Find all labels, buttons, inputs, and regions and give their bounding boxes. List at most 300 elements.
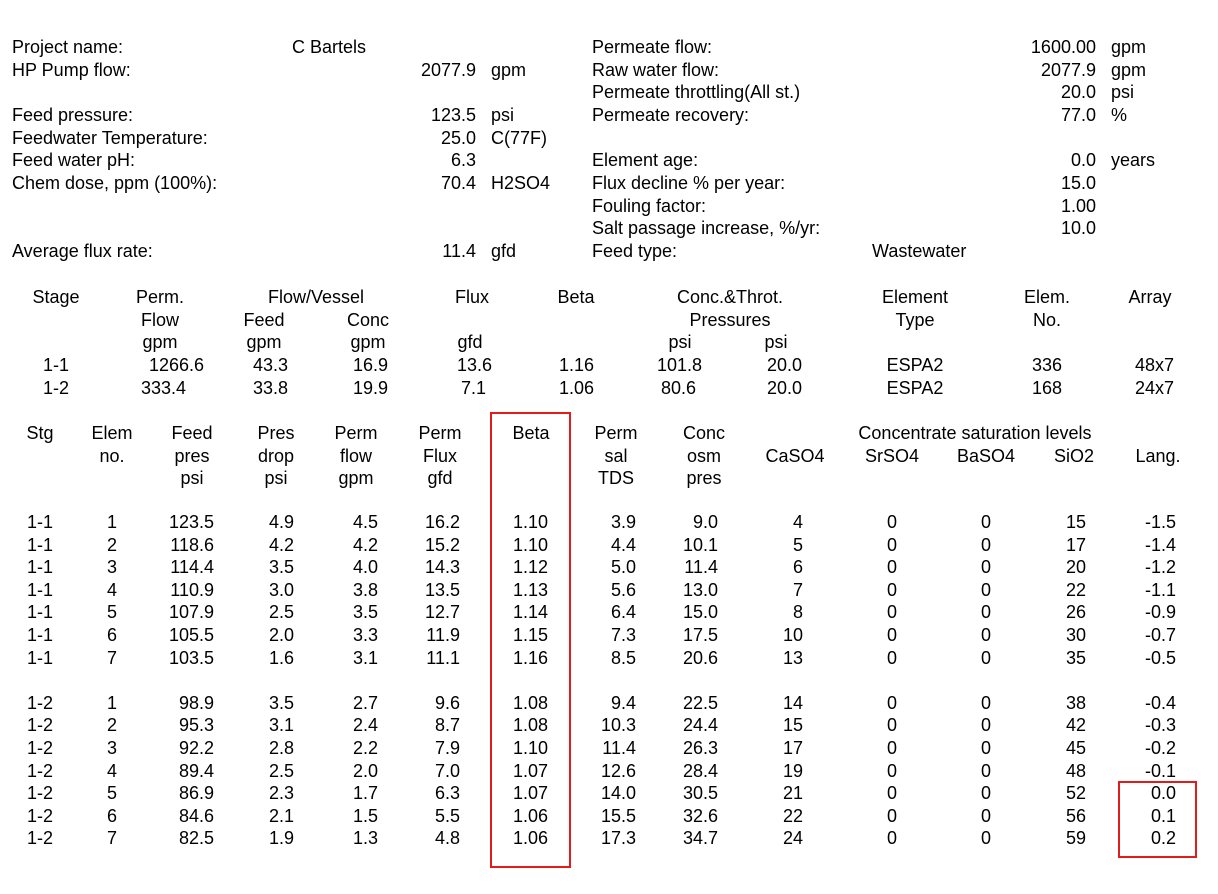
pres-drop-cell: 2.5 — [268, 760, 294, 781]
feed-col-header-1: Feed — [171, 423, 213, 443]
beta-cell: 1.15 — [512, 625, 548, 645]
sio2-col-header: SiO2 — [1053, 446, 1095, 466]
perm-flow-cell: 1266.6 — [148, 355, 204, 375]
feed-pres-cell: 89.4 — [178, 760, 214, 781]
perm-flux-cell: 6.3 — [434, 783, 460, 804]
feed-pres-cell: 98.9 — [178, 692, 214, 713]
feed-cell: 33.8 — [252, 378, 288, 398]
feed-pres-cell: 123.5 — [168, 512, 214, 532]
sio2-cell: 45 — [1065, 738, 1086, 758]
lang-col-header: Lang. — [1135, 446, 1181, 466]
stg-cell: 1-2 — [26, 692, 53, 713]
srso4-cell: 0 — [886, 534, 897, 555]
sio2-cell: 22 — [1065, 579, 1086, 600]
permeate-flow-unit: gpm — [1111, 37, 1147, 57]
perm-flux-cell: 11.1 — [426, 647, 460, 668]
sio2-cell: 56 — [1065, 805, 1086, 826]
pres-drop-cell: 4.2 — [268, 534, 294, 555]
salt-passage-value: 10.0 — [1060, 218, 1096, 238]
conc-osm-cell: 34.7 — [682, 828, 718, 849]
beta-col-header: Beta — [557, 287, 595, 307]
perm-sal-col-header-3: TDS — [598, 468, 634, 488]
conc-osm-col-header-2: osm — [686, 446, 721, 466]
baso4-cell: 0 — [980, 760, 991, 781]
srso4-cell: 0 — [886, 805, 897, 826]
sio2-cell: 20 — [1065, 557, 1086, 578]
conc-pressure-cell: 101.8 — [656, 355, 702, 375]
lang-cell: -0.9 — [1144, 602, 1176, 623]
stg-cell: 1-1 — [26, 625, 53, 645]
stg-cell: 1-1 — [26, 579, 53, 600]
permeate-recovery-value: 77.0 — [1060, 105, 1096, 125]
feed-pressure-label: Feed pressure: — [12, 105, 134, 125]
raw-water-flow-unit: gpm — [1111, 60, 1147, 80]
elem-no-cell: 7 — [106, 828, 117, 849]
pres-drop-cell: 3.5 — [268, 557, 294, 578]
pres-drop-col-header-3: psi — [264, 468, 288, 488]
avg-flux-unit: gfd — [491, 241, 517, 261]
sio2-cell: 15 — [1065, 512, 1086, 532]
perm-flow-cell: 4.0 — [352, 557, 378, 578]
srso4-cell: 0 — [886, 557, 897, 578]
lang-cell: 0.1 — [1150, 805, 1176, 826]
lang-positive-highlight — [1118, 781, 1197, 858]
perm-sal-cell: 5.0 — [610, 557, 636, 578]
perm-flux-col-header-3: gfd — [427, 468, 453, 488]
elem-no-cell: 4 — [106, 579, 117, 600]
lang-cell: 0.0 — [1150, 783, 1176, 804]
baso4-cell: 0 — [980, 692, 991, 713]
feed-pressure-unit: psi — [491, 105, 515, 125]
beta-cell: 1.06 — [512, 828, 548, 849]
perm-sal-cell: 5.6 — [610, 579, 636, 600]
pressures-col-header: Pressures — [689, 310, 771, 330]
elem-no-cell: 3 — [106, 557, 117, 578]
fouling-factor-value: 1.00 — [1060, 196, 1096, 216]
feedwater-temp-label: Feedwater Temperature: — [12, 128, 208, 148]
baso4-cell: 0 — [980, 625, 991, 645]
baso4-cell: 0 — [980, 557, 991, 578]
sio2-cell: 30 — [1065, 625, 1086, 645]
elem-col-header-2: no. — [99, 446, 125, 466]
baso4-cell: 0 — [980, 828, 991, 849]
hp-pump-flow-unit: gpm — [491, 60, 527, 80]
permeate-throttling-unit: psi — [1111, 82, 1135, 102]
element-age-label: Element age: — [592, 150, 699, 170]
perm-sal-col-header-2: sal — [604, 446, 628, 466]
feed-ph-value: 6.3 — [450, 150, 476, 170]
srso4-cell: 0 — [886, 579, 897, 600]
elem-no-cell: 4 — [106, 760, 117, 781]
caso4-cell: 10 — [782, 625, 803, 645]
srso4-cell: 0 — [886, 715, 897, 736]
array-col-header: Array — [1128, 287, 1172, 307]
perm-flux-col-header-2: Flux — [422, 446, 457, 466]
fouling-factor-label: Fouling factor: — [592, 196, 707, 216]
baso4-cell: 0 — [980, 512, 991, 532]
feed-col-header-3: psi — [180, 468, 204, 488]
pres-drop-cell: 2.1 — [268, 805, 294, 826]
elem-no-cell: 2 — [106, 715, 117, 736]
feed-type-value: Wastewater — [872, 241, 967, 261]
srso4-cell: 0 — [886, 692, 897, 713]
conc-osm-col-header-3: pres — [686, 468, 722, 488]
permeate-recovery-label: Permeate recovery: — [592, 105, 750, 125]
perm-sal-col-header-1: Perm — [594, 423, 638, 443]
perm-flux-cell: 7.0 — [434, 760, 460, 781]
conc-osm-cell: 11.4 — [684, 557, 718, 578]
lang-cell: -1.2 — [1144, 557, 1176, 578]
elem-col-header: Elem. — [1023, 287, 1070, 307]
pres-drop-cell: 3.0 — [268, 579, 294, 600]
conc-col-header: Conc — [346, 310, 390, 330]
baso4-cell: 0 — [980, 579, 991, 600]
perm-flow-cell: 2.2 — [352, 738, 378, 758]
caso4-cell: 14 — [782, 692, 803, 713]
perm-flux-cell: 4.8 — [434, 828, 460, 849]
baso4-cell: 0 — [980, 783, 991, 804]
caso4-cell: 4 — [792, 512, 803, 532]
perm-col-header: Perm. — [135, 287, 184, 307]
array-cell: 24x7 — [1134, 378, 1174, 398]
baso4-cell: 0 — [980, 715, 991, 736]
elem-no-cell: 2 — [106, 534, 117, 555]
pres-drop-cell: 4.9 — [268, 512, 294, 532]
perm-sal-cell: 12.6 — [600, 760, 636, 781]
caso4-cell: 17 — [782, 738, 803, 758]
srso4-cell: 0 — [886, 647, 897, 668]
perm-flux-cell: 16.2 — [424, 512, 460, 532]
flux-cell: 13.6 — [456, 355, 492, 375]
pres-drop-cell: 2.5 — [268, 602, 294, 623]
perm-flow-cell: 1.5 — [352, 805, 378, 826]
lang-cell: -1.4 — [1144, 534, 1176, 555]
srso4-cell: 0 — [886, 738, 897, 758]
elem-no-cell: 6 — [106, 625, 117, 645]
perm-flux-cell: 12.7 — [424, 602, 460, 623]
elem-col-header-1: Elem — [91, 423, 133, 443]
beta-cell: 1.13 — [512, 579, 548, 600]
conc-osm-col-header-1: Conc — [682, 423, 726, 443]
feed-ph-label: Feed water pH: — [12, 150, 136, 170]
conc-osm-cell: 28.4 — [682, 760, 718, 781]
pres-drop-col-header-1: Pres — [257, 423, 295, 443]
pres-drop-cell: 3.1 — [268, 715, 294, 736]
perm-flow-cell: 333.4 — [140, 378, 186, 398]
conc-osm-cell: 13.0 — [682, 579, 718, 600]
stg-cell: 1-2 — [26, 738, 53, 758]
perm-flow-cell: 3.5 — [352, 602, 378, 623]
caso4-cell: 19 — [782, 760, 803, 781]
elem-no-cell: 1 — [106, 692, 117, 713]
hp-pump-flow-label: HP Pump flow: — [12, 60, 131, 80]
elem-no-cell: 6 — [106, 805, 117, 826]
feed-pressure-value: 123.5 — [430, 105, 476, 125]
srso4-col-header: SrSO4 — [864, 446, 920, 466]
beta-cell: 1.08 — [512, 692, 548, 713]
pres-drop-cell: 1.6 — [268, 647, 294, 668]
conc-cell: 16.9 — [352, 355, 388, 375]
perm-sal-cell: 9.4 — [610, 692, 636, 713]
permeate-throttling-value: 20.0 — [1060, 82, 1096, 102]
pres-drop-cell: 2.0 — [268, 625, 294, 645]
beta-cell: 1.14 — [512, 602, 548, 623]
caso4-cell: 8 — [792, 602, 803, 623]
perm-flow-col-header-1: Perm — [334, 423, 378, 443]
flow-vessel-col-header: Flow/Vessel — [267, 287, 365, 307]
stg-cell: 1-1 — [26, 647, 53, 668]
elem-no-cell: 5 — [106, 783, 117, 804]
caso4-cell: 7 — [792, 579, 803, 600]
conc-osm-cell: 26.3 — [682, 738, 718, 758]
perm-sal-cell: 17.3 — [600, 828, 636, 849]
srso4-cell: 0 — [886, 602, 897, 623]
permeate-recovery-unit: % — [1111, 105, 1128, 125]
baso4-col-header: BaSO4 — [956, 446, 1016, 466]
permeate-throttling-label: Permeate throttling(All st.) — [592, 82, 801, 102]
conc-osm-cell: 32.6 — [682, 805, 718, 826]
perm-flux-cell: 9.6 — [434, 692, 460, 713]
perm-flux-cell: 15.2 — [424, 534, 460, 555]
stg-cell: 1-2 — [26, 715, 53, 736]
srso4-cell: 0 — [886, 760, 897, 781]
flux-decline-label: Flux decline % per year: — [592, 173, 786, 193]
lang-cell: -0.4 — [1144, 692, 1176, 713]
lang-cell: 0.2 — [1150, 828, 1176, 849]
beta-cell: 1.16 — [512, 647, 548, 668]
srso4-cell: 0 — [886, 625, 897, 645]
perm-flow-col-header-2: flow — [339, 446, 372, 466]
beta-cell: 1.10 — [512, 534, 548, 555]
perm-flow-cell: 2.4 — [352, 715, 378, 736]
chem-dose-label: Chem dose, ppm (100%): — [12, 173, 218, 193]
elem-no-cell: 168 — [1031, 378, 1063, 398]
beta-cell: 1.07 — [512, 783, 548, 804]
pres-drop-cell: 2.3 — [268, 783, 294, 804]
feedwater-temp-unit: C(77F) — [491, 128, 548, 148]
srso4-cell: 0 — [886, 828, 897, 849]
feed-pres-cell: 107.9 — [168, 602, 214, 623]
conc-osm-cell: 20.6 — [682, 647, 718, 668]
feed-pres-cell: 118.6 — [170, 534, 214, 555]
flux-unit: gfd — [457, 332, 483, 352]
element-age-unit: years — [1111, 150, 1156, 170]
baso4-cell: 0 — [980, 534, 991, 555]
perm-flux-col-header-1: Perm — [418, 423, 462, 443]
pres-drop-cell: 2.8 — [268, 738, 294, 758]
project-name-label: Project name: — [12, 37, 124, 57]
flux-col-header: Flux — [454, 287, 489, 307]
salt-passage-label: Salt passage increase, %/yr: — [592, 218, 821, 238]
perm-flow-cell: 2.7 — [352, 692, 378, 713]
feed-pres-cell: 84.6 — [178, 805, 214, 826]
feed-pres-cell: 105.5 — [168, 625, 214, 645]
perm-flux-cell: 8.7 — [434, 715, 460, 736]
lang-cell: -0.2 — [1144, 738, 1176, 758]
caso4-cell: 15 — [782, 715, 803, 736]
stg-cell: 1-1 — [26, 557, 53, 578]
feed-cell: 43.3 — [252, 355, 288, 375]
caso4-cell: 21 — [782, 783, 803, 804]
conc-pressure-cell: 80.6 — [660, 378, 696, 398]
conc-osm-cell: 15.0 — [682, 602, 718, 623]
beta-cell: 1.12 — [512, 557, 548, 578]
lang-cell: -0.5 — [1144, 647, 1176, 668]
feed-pres-cell: 82.5 — [178, 828, 214, 849]
perm-sal-cell: 3.9 — [610, 512, 636, 532]
sio2-cell: 38 — [1065, 692, 1086, 713]
feed-pres-cell: 114.4 — [170, 557, 214, 578]
perm-sal-cell: 10.3 — [600, 715, 636, 736]
feed-unit: gpm — [246, 332, 282, 352]
beta-cell: 1.06 — [558, 378, 594, 398]
beta-cell: 1.08 — [512, 715, 548, 736]
srso4-cell: 0 — [886, 512, 897, 532]
stage-cell: 1-1 — [42, 355, 69, 375]
lang-cell: -1.5 — [1144, 512, 1176, 532]
elem-no-cell: 336 — [1031, 355, 1063, 375]
beta-cell: 1.10 — [512, 738, 548, 758]
chem-dose-value: 70.4 — [440, 173, 476, 193]
lang-cell: -1.1 — [1144, 579, 1176, 600]
sio2-cell: 26 — [1065, 602, 1086, 623]
perm-flow-cell: 1.7 — [352, 783, 378, 804]
baso4-cell: 0 — [980, 602, 991, 623]
pres-drop-cell: 3.5 — [268, 692, 294, 713]
flow-col-header: Flow — [140, 310, 179, 330]
conc-osm-cell: 22.5 — [682, 692, 718, 713]
flux-decline-value: 15.0 — [1060, 173, 1096, 193]
stg-cell: 1-1 — [26, 534, 53, 555]
hp-pump-flow-value: 2077.9 — [420, 60, 476, 80]
perm-flow-cell: 3.3 — [352, 625, 378, 645]
throt-pressure-cell: 20.0 — [766, 355, 802, 375]
stage-cell: 1-2 — [42, 378, 69, 398]
perm-flow-cell: 1.3 — [352, 828, 378, 849]
conc-osm-cell: 9.0 — [692, 512, 718, 532]
baso4-cell: 0 — [980, 647, 991, 668]
lang-cell: -0.7 — [1144, 625, 1176, 645]
perm-flow-cell: 4.2 — [352, 534, 378, 555]
stg-cell: 1-2 — [26, 828, 53, 849]
stage-col-header: Stage — [32, 287, 80, 307]
throt-pressure-cell: 20.0 — [766, 378, 802, 398]
perm-flow-col-header-3: gpm — [338, 468, 374, 488]
conc-throt-col-header: Conc.&Throt. — [676, 287, 784, 307]
sio2-cell: 52 — [1065, 783, 1086, 804]
perm-sal-cell: 6.4 — [610, 602, 636, 623]
perm-flux-cell: 14.3 — [424, 557, 460, 578]
feed-type-label: Feed type: — [592, 241, 678, 261]
feed-pres-cell: 95.3 — [178, 715, 214, 736]
perm-flux-cell: 13.5 — [424, 579, 460, 600]
raw-water-flow-label: Raw water flow: — [592, 60, 720, 80]
stg-cell: 1-2 — [26, 760, 53, 781]
feed-pres-cell: 103.5 — [168, 647, 214, 668]
beta-column-highlight — [490, 412, 571, 868]
caso4-cell: 24 — [782, 828, 803, 849]
sio2-cell: 48 — [1065, 760, 1086, 781]
lang-cell: -0.1 — [1144, 760, 1176, 781]
perm-flow-cell: 2.0 — [352, 760, 378, 781]
perm-sal-cell: 4.4 — [610, 534, 636, 555]
permeate-flow-label: Permeate flow: — [592, 37, 713, 57]
throt-pressure-unit: psi — [764, 332, 788, 352]
caso4-cell: 6 — [792, 557, 803, 578]
avg-flux-value: 11.4 — [442, 241, 476, 261]
sio2-cell: 17 — [1065, 534, 1086, 555]
perm-flux-cell: 5.5 — [434, 805, 460, 826]
perm-sal-cell: 7.3 — [610, 625, 636, 645]
feed-col-header-2: pres — [174, 446, 210, 466]
conc-osm-cell: 30.5 — [682, 783, 718, 804]
sio2-cell: 35 — [1065, 647, 1086, 668]
conc-unit: gpm — [350, 332, 386, 352]
element-type-cell: ESPA2 — [886, 378, 944, 398]
pres-drop-cell: 1.9 — [268, 828, 294, 849]
caso4-cell: 13 — [782, 647, 803, 668]
lang-cell: -0.3 — [1144, 715, 1176, 736]
feedwater-temp-value: 25.0 — [440, 128, 476, 148]
conc-osm-cell: 10.1 — [682, 534, 718, 555]
beta-cell: 1.06 — [512, 805, 548, 826]
feed-pres-cell: 92.2 — [178, 738, 214, 758]
chem-dose-unit: H2SO4 — [491, 173, 551, 193]
no-col-header: No. — [1032, 310, 1061, 330]
perm-flow-unit: gpm — [142, 332, 178, 352]
feed-col-header: Feed — [243, 310, 285, 330]
type-col-header: Type — [895, 310, 935, 330]
caso4-col-header: CaSO4 — [765, 446, 825, 466]
elem-no-cell: 5 — [106, 602, 117, 623]
conc-cell: 19.9 — [352, 378, 388, 398]
beta-col-header: Beta — [512, 423, 550, 443]
perm-flux-cell: 7.9 — [434, 738, 460, 758]
caso4-cell: 22 — [782, 805, 803, 826]
array-cell: 48x7 — [1134, 355, 1174, 375]
baso4-cell: 0 — [980, 805, 991, 826]
stg-cell: 1-1 — [26, 512, 53, 532]
conc-osm-cell: 17.5 — [682, 625, 718, 645]
baso4-cell: 0 — [980, 738, 991, 758]
stg-cell: 1-1 — [26, 602, 53, 623]
flux-cell: 7.1 — [460, 378, 486, 398]
elem-no-cell: 7 — [106, 647, 117, 668]
perm-flow-cell: 4.5 — [352, 512, 378, 532]
element-type-cell: ESPA2 — [886, 355, 944, 375]
beta-cell: 1.07 — [512, 760, 548, 781]
element-col-header: Element — [881, 287, 949, 307]
stg-cell: 1-2 — [26, 805, 53, 826]
project-name-value: C Bartels — [292, 37, 367, 57]
element-age-value: 0.0 — [1070, 150, 1096, 170]
perm-flow-cell: 3.1 — [352, 647, 378, 668]
feed-pres-cell: 110.9 — [170, 579, 214, 600]
perm-sal-cell: 15.5 — [600, 805, 636, 826]
perm-sal-cell: 11.4 — [602, 738, 636, 758]
perm-sal-cell: 8.5 — [610, 647, 636, 668]
stg-cell: 1-2 — [26, 783, 53, 804]
caso4-cell: 5 — [792, 534, 803, 555]
beta-cell: 1.10 — [512, 512, 548, 532]
beta-cell: 1.16 — [558, 355, 594, 375]
conc-pressure-unit: psi — [668, 332, 692, 352]
conc-osm-cell: 24.4 — [682, 715, 718, 736]
stg-col-header: Stg — [26, 423, 54, 443]
avg-flux-label: Average flux rate: — [12, 241, 153, 261]
perm-sal-cell: 14.0 — [600, 783, 636, 804]
perm-flux-cell: 11.9 — [426, 625, 460, 645]
